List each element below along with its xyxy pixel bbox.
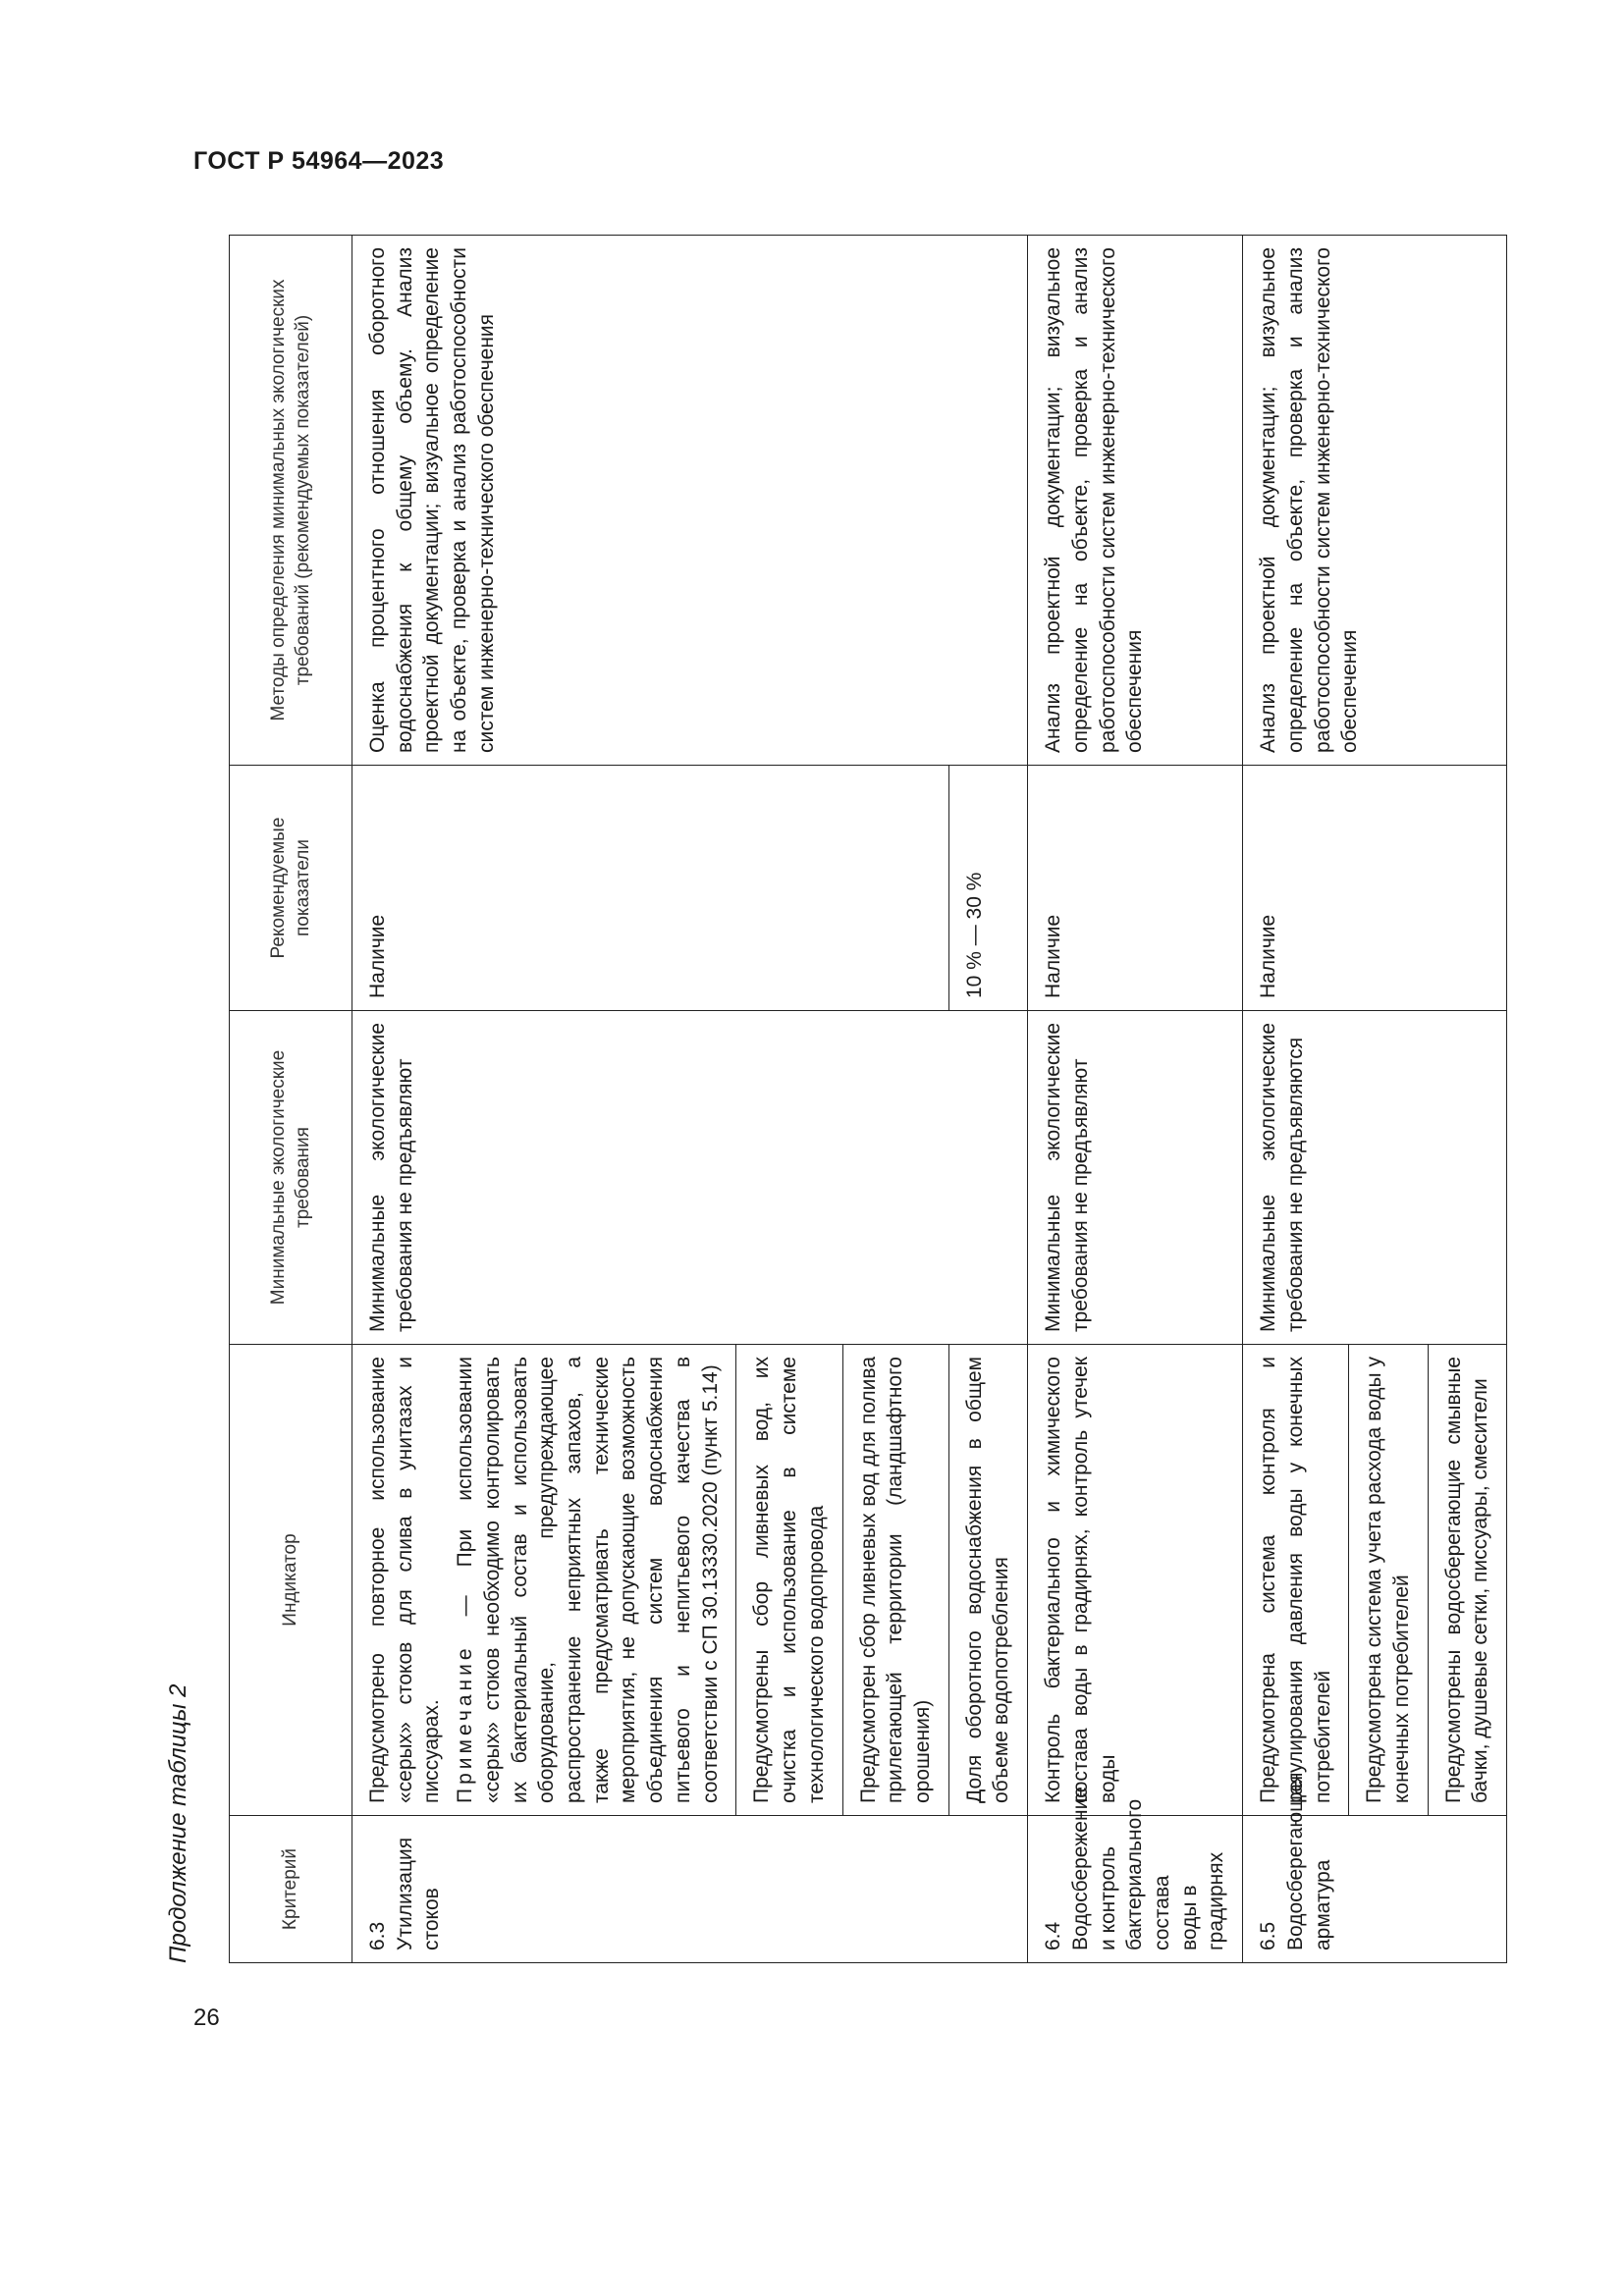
note-label: Примечание	[454, 1644, 477, 1803]
note-text: — При использовании «серых» стоков необходимо контролировать их бактериальный состав и использовать оборудование, предупреждающее распространение неприятных запахов, а также предусматривать технические мероприятия, не допускающие возможность объединения систем водоснабжения питьевого и непитьевого качества в соответствии с СП 30.13330.2020 (пункт 5.14)	[454, 1357, 722, 1803]
indicator-cell: Контроль бактериального и химического состава воды в градирнях, контроль утечек воды	[1028, 1345, 1243, 1816]
column-header-recommended: Рекомендуемые показатели	[230, 766, 352, 1011]
indicator-cell: Предусмотрены водосберегающие смывные бачки, душевые сетки, писсуары, смесители	[1428, 1345, 1506, 1816]
indicator-text: Предусмотрено повторное использование «серых» стоков для слива в унитазах и писсуарах.	[366, 1357, 444, 1803]
rotated-table-container	[229, 236, 1495, 1963]
criterion-cell: 6.5 Водосберегающая арматура	[1243, 1816, 1507, 1963]
column-header-methods: Методы определения минимальных экологических требований (рекомендуемых показателей)	[230, 236, 352, 766]
recommended-cell: 10 % — 30 %	[948, 766, 1027, 1011]
requirements-table	[229, 235, 1507, 1963]
column-header-criterion: Критерий	[230, 1816, 352, 1963]
indicator-cell: Предусмотрен сбор ливневых вод для полива прилегающей территории (ландшафтного орошения)	[842, 1345, 948, 1816]
method-cell: Анализ проектной документации; визуальное определение на объекте, проверка и анализ работоспособности систем инженерно-технического обеспечения	[1243, 236, 1507, 766]
table-row	[1243, 236, 1349, 1963]
column-header-indicator: Индикатор	[230, 1345, 352, 1816]
table-header-row	[230, 236, 352, 1963]
indicator-cell: Предусмотрена система учета расхода воды у конечных потребителей	[1349, 1345, 1428, 1816]
min-requirement-cell: Минимальные экологические требования не предъявляются	[1243, 1011, 1507, 1345]
indicator-cell: Предусмотрена система контроля и регулирования давления воды у конечных потребителей	[1243, 1345, 1349, 1816]
document-header: ГОСТ Р 54964—2023	[193, 147, 445, 175]
indicator-cell: Предусмотрены сбор ливневых вод, их очистка и использование в системе технологического водопровода	[736, 1345, 842, 1816]
table-row	[352, 236, 736, 1963]
indicator-cell: Доля оборотного водоснабжения в общем объеме водопотребления	[948, 1345, 1027, 1816]
table-caption: Продолжение таблицы 2	[165, 1683, 191, 1963]
method-cell: Оценка процентного отношения оборотного водоснабжения к общему объему. Анализ проектной документации; визуальное определение на объекте, проверка и анализ работоспособности систем инженерно-технического обеспечения	[352, 236, 1028, 766]
method-cell: Анализ проектной документации; визуальное определение на объекте, проверка и анализ работоспособности систем инженерно-технического обеспечения	[1028, 236, 1243, 766]
table-row	[1028, 236, 1243, 1963]
recommended-cell: Наличие	[1028, 766, 1243, 1011]
note-paragraph	[452, 1357, 724, 1803]
min-requirement-cell: Минимальные экологические требования не предъявляют	[1028, 1011, 1243, 1345]
recommended-cell: Наличие	[352, 766, 949, 1011]
indicator-cell	[352, 1345, 736, 1816]
column-header-min-requirements: Минимальные экологические требования	[230, 1011, 352, 1345]
min-requirement-cell: Минимальные экологические требования не предъявляют	[352, 1011, 1028, 1345]
recommended-cell: Наличие	[1243, 766, 1507, 1011]
page-number: 26	[193, 2004, 220, 2031]
criterion-cell: 6.4 Водосбережение и контроль бактериального состава воды в градирнях	[1028, 1816, 1243, 1963]
criterion-cell: 6.3 Утилизация стоков	[352, 1816, 1028, 1963]
